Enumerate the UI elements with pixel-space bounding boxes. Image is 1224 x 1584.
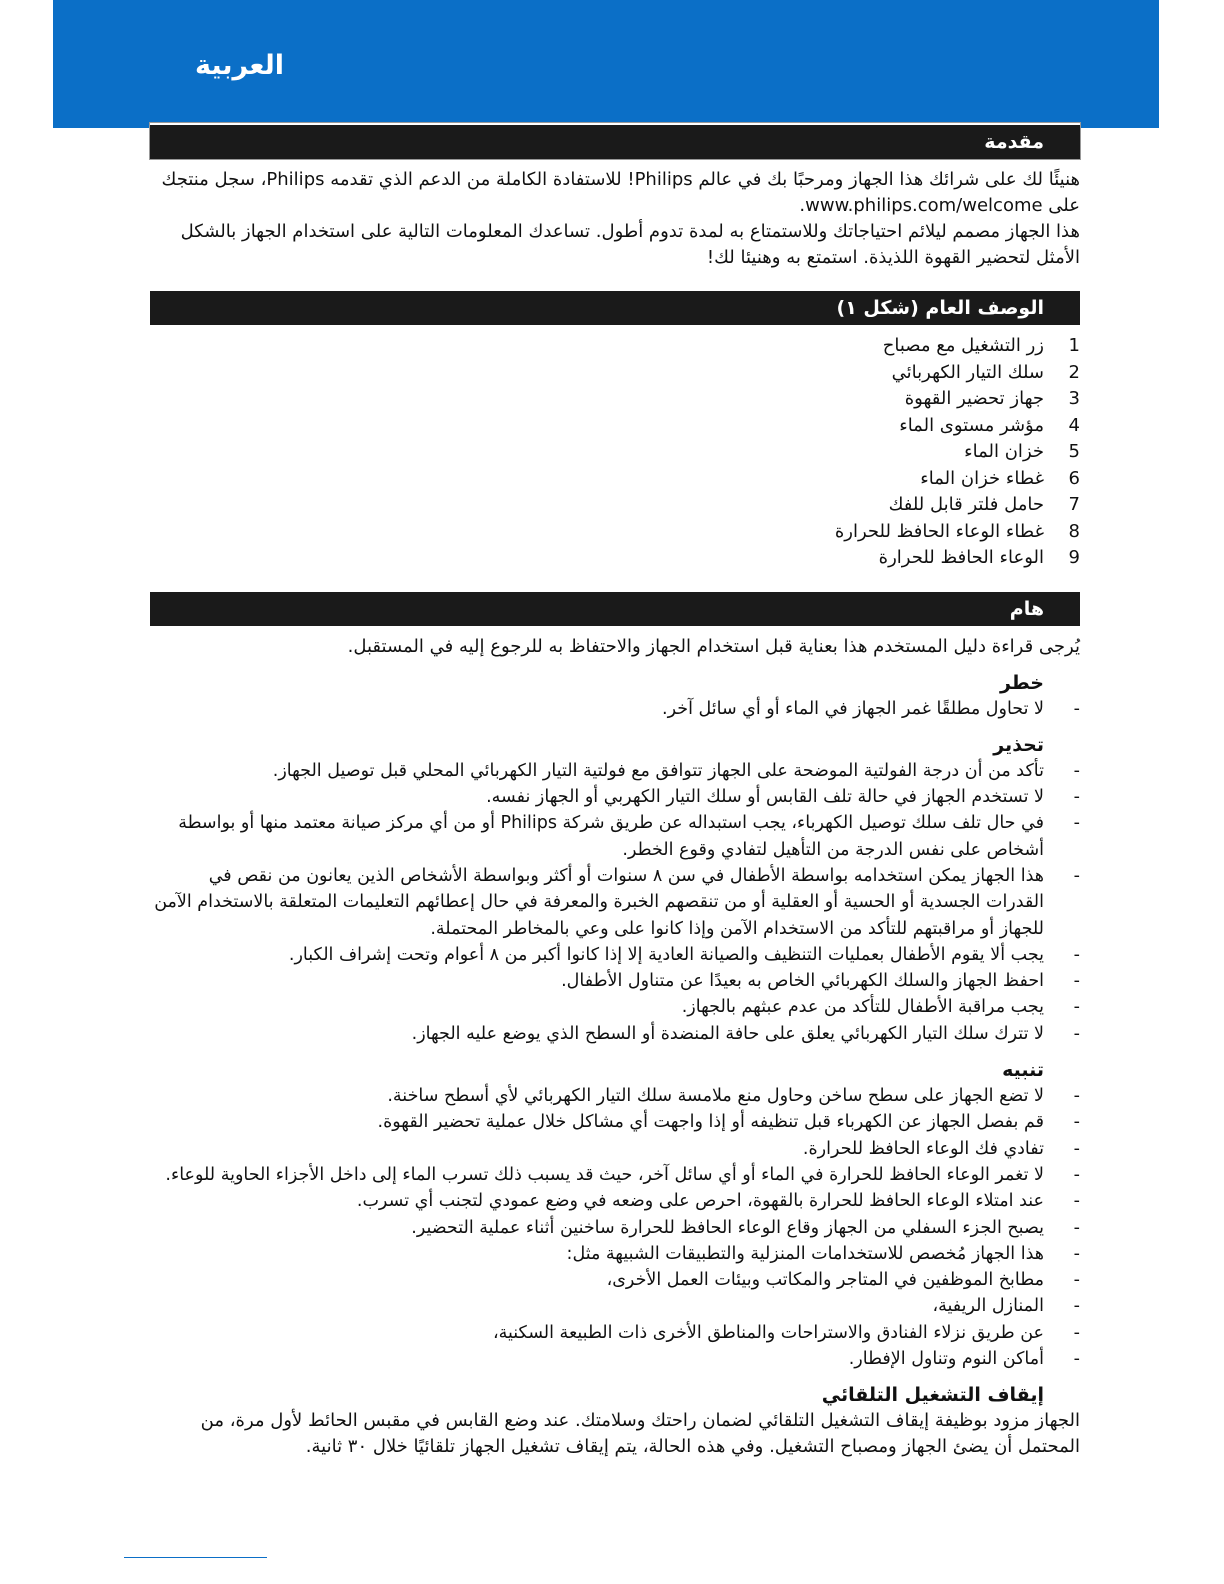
list-item xyxy=(150,1320,1080,1346)
item-text: يجب ألا يقوم الأطفال بعمليات التنظيف والصيانة العادية إلا إذا كانوا أكبر من ٨ أعوام وتحت إشراف الكبار. xyxy=(288,944,1044,965)
item-text: لا تغمر الوعاء الحافظ للحرارة في الماء أو أي سائل آخر، حيث قد يسبب ذلك تسرب الماء إلى داخل الأجزاء الحاوية للوعاء. xyxy=(165,1164,1044,1185)
item-text: عن طريق نزلاء الفنادق والاستراحات والمناطق الأخرى ذات الطبيعة السكنية، xyxy=(492,1322,1044,1343)
item-text: غطاء الوعاء الحافظ للحرارة xyxy=(834,520,1044,542)
bullet-dash: - xyxy=(1073,1086,1080,1107)
item-text: لا تضع الجهاز على سطح ساخن وحاول منع ملامسة سلك التيار الكهربائي لأي أسطح ساخنة. xyxy=(387,1086,1044,1107)
item-text: أماكن النوم وتناول الإفطار. xyxy=(848,1349,1044,1370)
intro-paragraph-2: هذا الجهاز مصمم ليلائم احتياجاتك وللاستمتاع به لمدة تدوم أطول. تساعدك المعلومات التالية على استخدام الجهاز بالشكل الأمثل لتحضير القهوة اللذيذة. استمتع به وهنيئا لك! xyxy=(180,221,1080,268)
item-text: حامل فلتر قابل للفك xyxy=(888,494,1044,515)
footer-rule xyxy=(124,1557,267,1558)
item-number: 8 xyxy=(1068,520,1080,542)
caution-list xyxy=(150,1083,1080,1372)
warning-heading: تحذير xyxy=(993,733,1044,756)
bullet-dash: - xyxy=(1073,1243,1080,1264)
item-text: جهاز تحضير القهوة xyxy=(904,388,1044,409)
warning-list xyxy=(150,758,1080,1047)
item-number: 4 xyxy=(1068,414,1080,436)
item-text: المنازل الريفية، xyxy=(932,1296,1044,1317)
item-text: سلك التيار الكهربائي xyxy=(891,361,1044,383)
bullet-dash: - xyxy=(1073,944,1080,965)
item-text: مطابخ الموظفين في المتاجر والمكاتب وبيئات العمل الأخرى، xyxy=(606,1270,1044,1291)
bullet-dash: - xyxy=(1073,1112,1080,1133)
item-text: لا تترك سلك التيار الكهربائي يعلق على حافة المنضدة أو السطح الذي يوضع عليه الجهاز. xyxy=(411,1023,1044,1044)
item-text: خزان الماء xyxy=(964,441,1044,462)
bullet-dash: - xyxy=(1073,997,1080,1018)
item-text: الوعاء الحافظ للحرارة xyxy=(878,547,1044,568)
item-number: 6 xyxy=(1068,467,1080,489)
item-text: عند امتلاء الوعاء الحافظ للحرارة بالقهوة، احرص على وضعه في وضع عمودي لتجنب أي تسرب. xyxy=(356,1191,1044,1212)
item-number: 1 xyxy=(1068,335,1080,356)
item-text: يصبح الجزء السفلي من الجهاز وقاع الوعاء الحافظ للحرارة ساخنين أثناء عملية التحضير. xyxy=(411,1217,1044,1238)
bullet-dash: - xyxy=(1073,698,1080,719)
list-item xyxy=(150,994,1080,1020)
list-item xyxy=(150,1109,1080,1135)
list-item xyxy=(150,1021,1080,1047)
bullet-dash: - xyxy=(1073,813,1080,834)
list-item xyxy=(150,545,1080,572)
item-text: لا تحاول مطلقًا غمر الجهاز في الماء أو أي سائل آخر. xyxy=(662,698,1044,719)
list-item xyxy=(150,1136,1080,1162)
caution-heading: تنبيه xyxy=(1002,1059,1044,1082)
list-item xyxy=(150,413,1080,440)
list-item xyxy=(150,519,1080,546)
list-item xyxy=(150,810,1080,863)
item-number: 9 xyxy=(1068,547,1080,568)
language-title: العربية xyxy=(195,50,284,81)
bullet-dash: - xyxy=(1073,1138,1080,1159)
item-text: زر التشغيل مع مصباح xyxy=(882,335,1044,356)
item-text: تفادي فك الوعاء الحافظ للحرارة. xyxy=(802,1138,1044,1159)
bullet-dash: - xyxy=(1073,1217,1080,1238)
bullet-dash: - xyxy=(1073,1349,1080,1370)
list-item xyxy=(150,466,1080,493)
list-item xyxy=(150,758,1080,784)
item-text: يجب مراقبة الأطفال للتأكد من عدم عبثهم بالجهاز. xyxy=(681,997,1044,1018)
manual-content xyxy=(150,123,1080,1460)
bullet-dash: - xyxy=(1073,971,1080,992)
list-item xyxy=(150,439,1080,466)
list-item xyxy=(150,386,1080,413)
bullet-dash: - xyxy=(1073,1296,1080,1317)
bullet-dash: - xyxy=(1073,1023,1080,1044)
bullet-dash: - xyxy=(1073,865,1080,886)
list-item xyxy=(150,333,1080,360)
list-item xyxy=(150,360,1080,387)
list-item xyxy=(150,696,1080,722)
auto-off-paragraph: الجهاز مزود بوظيفة إيقاف التشغيل التلقائي لضمان راحتك وسلامتك. عند وضع القابس في مقبس الحائط لأول مرة، من المحتمل أن يضئ الجهاز ومصباح التشغيل. وفي هذه الحالة، يتم إيقاف تشغيل الجهاز تلقائيًا خلال ٣٠ ثانية. xyxy=(200,1410,1080,1458)
bullet-dash: - xyxy=(1073,1270,1080,1291)
item-number: 2 xyxy=(1068,361,1080,383)
item-text: هذا الجهاز يمكن استخدامه بواسطة الأطفال في سن ٨ سنوات أو أكثر وبواسطة الأشخاص الذين يعانون من نقص في القدرات الجسدية أو الحسية أو العقلية أو من تنقصهم الخبرة والمعرفة في حال إعطائهم التعليمات المتعلقة بالاستخدام الآمن للجهاز أو مراقبتهم للتأكد من الاستخدام الآمن وإذا كانوا على وعي بالمخاطر المحتملة. xyxy=(154,865,1044,939)
list-item xyxy=(150,863,1080,942)
bullet-dash: - xyxy=(1073,760,1080,781)
list-item xyxy=(150,1188,1080,1214)
danger-heading: خطر xyxy=(999,671,1044,694)
list-item xyxy=(150,1215,1080,1241)
bullet-dash: - xyxy=(1073,787,1080,808)
item-number: 5 xyxy=(1068,441,1080,462)
list-item xyxy=(150,1162,1080,1188)
danger-list xyxy=(150,696,1080,722)
list-item xyxy=(150,1241,1080,1267)
bullet-dash: - xyxy=(1073,1164,1080,1185)
item-number: 3 xyxy=(1068,388,1080,409)
item-text: مؤشر مستوى الماء xyxy=(899,414,1044,436)
auto-off-heading: إيقاف التشغيل التلقائي xyxy=(821,1384,1044,1407)
list-item xyxy=(150,1346,1080,1372)
list-item xyxy=(150,784,1080,810)
important-intro: يُرجى قراءة دليل المستخدم هذا بعناية قبل استخدام الجهاز والاحتفاظ به للرجوع إليه في المستقبل. xyxy=(347,635,1080,657)
section-heading-important: هام xyxy=(150,592,1080,626)
item-text: احفظ الجهاز والسلك الكهربائي الخاص به بعيدًا عن متناول الأطفال. xyxy=(561,971,1044,992)
item-text: هذا الجهاز مُخصص للاستخدامات المنزلية والتطبيقات الشبيهة مثل: xyxy=(566,1243,1044,1264)
item-text: تأكد من أن درجة الفولتية الموضحة على الجهاز تتوافق مع فولتية التيار الكهربائي المحلي قبل توصيل الجهاز. xyxy=(272,760,1044,781)
item-text: في حال تلف سلك توصيل الكهرباء، يجب استبداله عن طريق شركة Philips أو من أي مركز صيانة معتمد منها أو بواسطة أشخاص على نفس الدرجة من التأهيل لتفادي وقوع الخطر. xyxy=(178,813,1044,860)
list-item xyxy=(150,942,1080,968)
section-heading-intro: مقدمة xyxy=(150,123,1080,159)
list-item xyxy=(150,1083,1080,1109)
intro-paragraph-1: هنيئًا لك على شرائك هذا الجهاز ومرحبًا بك في عالم Philips! للاستفادة الكاملة من الدعم الذي تقدمه Philips، سجل منتجك على www.philips.com/welcome. xyxy=(161,169,1080,216)
item-text: لا تستخدم الجهاز في حالة تلف القابس أو سلك التيار الكهربي أو الجهاز نفسه. xyxy=(486,787,1044,808)
list-item xyxy=(150,1267,1080,1293)
bullet-dash: - xyxy=(1073,1322,1080,1343)
item-text: غطاء خزان الماء xyxy=(920,467,1044,489)
list-item xyxy=(150,492,1080,519)
list-item xyxy=(150,1293,1080,1319)
parts-list xyxy=(150,333,1080,572)
item-text: قم بفصل الجهاز عن الكهرباء قبل تنظيفه أو إذا واجهت أي مشاكل خلال عملية تحضير القهوة. xyxy=(377,1112,1044,1133)
list-item xyxy=(150,968,1080,994)
section-heading-general-description: الوصف العام (شكل ١) xyxy=(150,291,1080,325)
item-number: 7 xyxy=(1068,494,1080,515)
bullet-dash: - xyxy=(1073,1191,1080,1212)
